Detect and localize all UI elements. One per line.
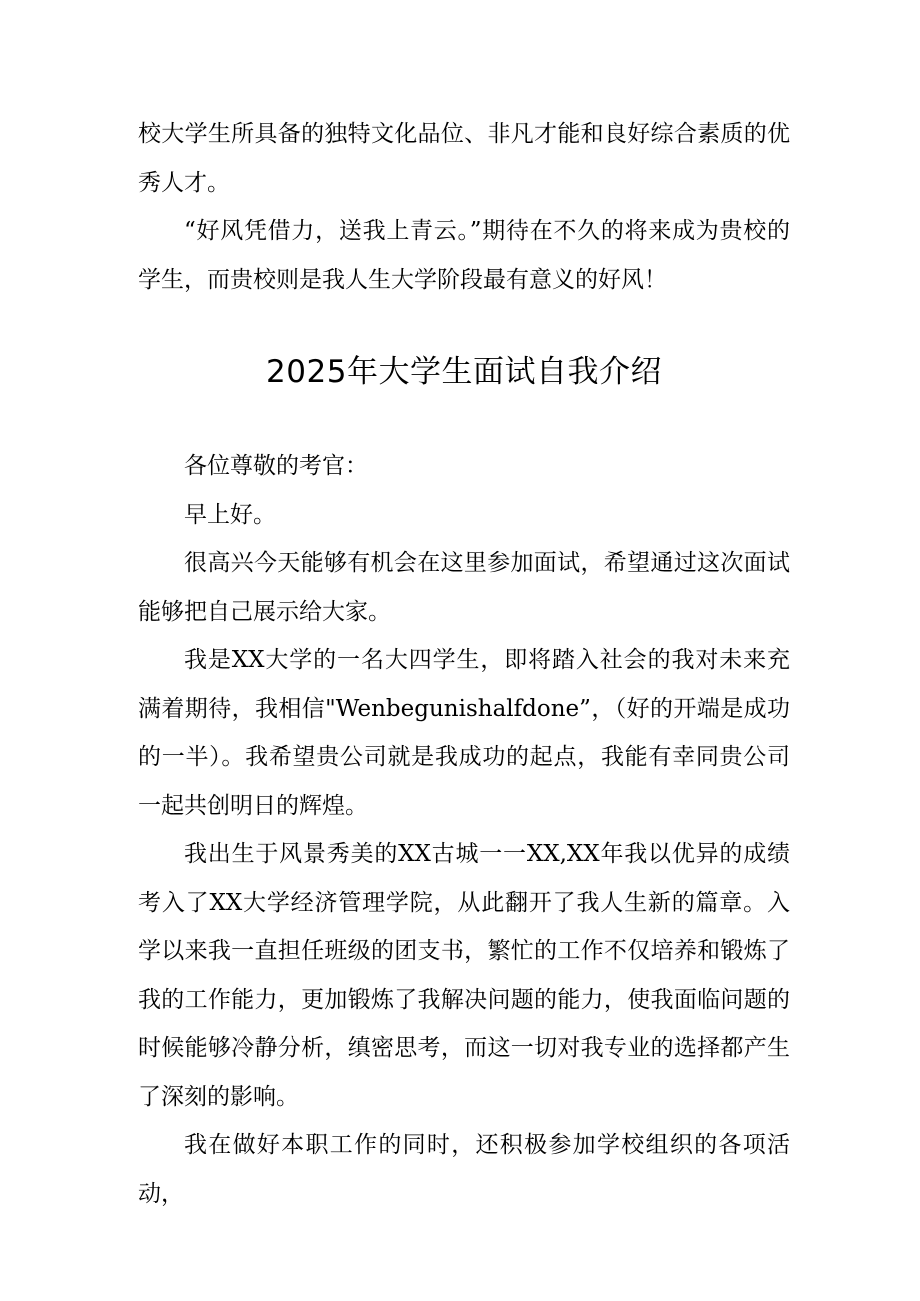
- paragraph-background: 我出生于风景秀美的XX古城一一XX,XX年我以优异的成绩考入了XX大学经济管理学院，从此翻开了我人生新的篇章。入学以来我一直担任班级的团支书，繁忙的工作不仅培养和锻炼了我的工作能力，更加锻炼了我解决问题的能力，使我面临问题的时候能够冷静分析，缜密思考，而这一切对我专业的选择都产生了深刻的影响。: [138, 841, 790, 1110]
- continuation-paragraph-2: “好风凭借力，送我上青云。”期待在不久的将来成为贵校的学生，而贵校则是我人生大学阶段最有意义的好风！: [138, 218, 790, 293]
- section-title: 2025年大学生面试自我介绍: [266, 354, 662, 390]
- paragraph-student: 我是XX大学的一名大四学生，即将踏入社会的我对未来充满着期待，我相信"Wenbegunishalfdone”，（好的开端是成功的一半）。我希望贵公司就是我成功的起点，我能有幸同贵公司一起共创明日的辉煌。: [138, 647, 790, 819]
- paragraph-activities: 我在做好本职工作的同时，还积极参加学校组织的各项活动，: [138, 1132, 790, 1207]
- paragraph-intro: 很高兴今天能够有机会在这里参加面试，希望通过这次面试能够把自己展示给大家。: [138, 550, 790, 625]
- continuation-paragraph-1: 校大学生所具备的独特文化品位、非凡才能和良好综合素质的优秀人才。: [138, 121, 790, 196]
- document-body: [138, 110, 790, 1218]
- paragraph-good-morning: 早上好。: [184, 501, 276, 528]
- paragraph-greeting: 各位尊敬的考官：: [184, 453, 368, 479]
